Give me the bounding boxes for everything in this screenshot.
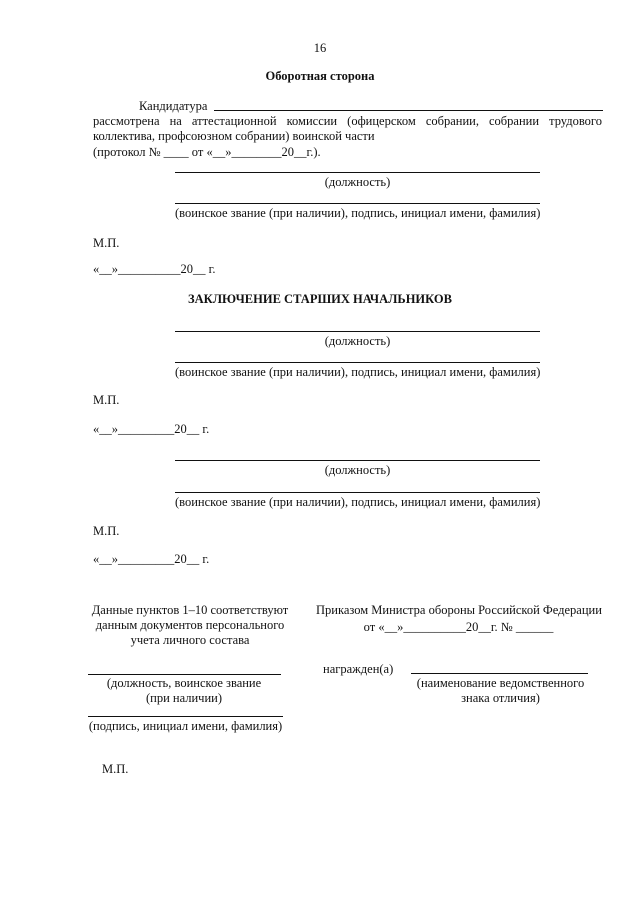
date-3: «__»_________20__ г. [93,552,210,566]
left-signature-caption: (подпись, инициал имени, фамилия) [88,719,283,733]
page-heading: Оборотная сторона [265,69,375,83]
position-caption-1: (должность) [324,175,391,189]
date-1: «__»__________20__ г. [93,262,216,276]
stamp-2: М.П. [93,393,120,407]
awarded-label: награжден(а) [323,662,394,676]
candidacy-text-line1: рассмотрена на аттестационной комиссии (офицерском собрании, собрании трудового [93,114,602,128]
award-name-line [411,673,588,674]
personnel-records-line2: данным документов персонального [95,618,285,632]
position-line-2 [175,331,540,332]
rank-caption-3: (воинское звание (при наличии), подпись, инициал имени, фамилия) [175,495,541,509]
rank-line-2 [175,362,540,363]
stamp-1: М.П. [93,236,120,250]
position-caption-3: (должность) [324,463,391,477]
left-signature-line [88,716,283,717]
rank-caption-1: (воинское звание (при наличии), подпись, инициал имени, фамилия) [175,206,541,220]
rank-line-3 [175,492,540,493]
left-stamp: М.П. [102,762,129,776]
position-line-3 [175,460,540,461]
candidacy-protocol: (протокол № ____ от «__»________20__г.). [93,145,321,159]
personnel-records-line1: Данные пунктов 1–10 соответствуют [91,603,289,617]
position-line-1 [175,172,540,173]
candidacy-label: Кандидатура [139,99,208,113]
candidacy-name-line [214,110,603,111]
candidacy-text-line2: коллектива, профсоюзном собрании) воинской части [93,129,375,143]
award-caption-line1: (наименование ведомственного [416,676,585,690]
left-position-line [88,674,281,675]
date-2: «__»_________20__ г. [93,422,210,436]
order-line2: от «__»__________20__г. № ______ [363,620,554,634]
conclusion-title: ЗАКЛЮЧЕНИЕ СТАРШИХ НАЧАЛЬНИКОВ [188,292,452,306]
stamp-3: М.П. [93,524,120,538]
rank-line-1 [175,203,540,204]
award-caption-line2: знака отличия) [461,691,540,705]
position-caption-2: (должность) [324,334,391,348]
left-position-caption-line2: (при наличии) [145,691,223,705]
rank-caption-2: (воинское звание (при наличии), подпись, инициал имени, фамилия) [175,365,541,379]
page-number: 16 [313,41,327,55]
left-position-caption-line1: (должность, воинское звание [106,676,262,690]
personnel-records-line3: учета личного состава [130,633,250,647]
order-line1: Приказом Министра обороны Российской Федерации [316,603,602,617]
